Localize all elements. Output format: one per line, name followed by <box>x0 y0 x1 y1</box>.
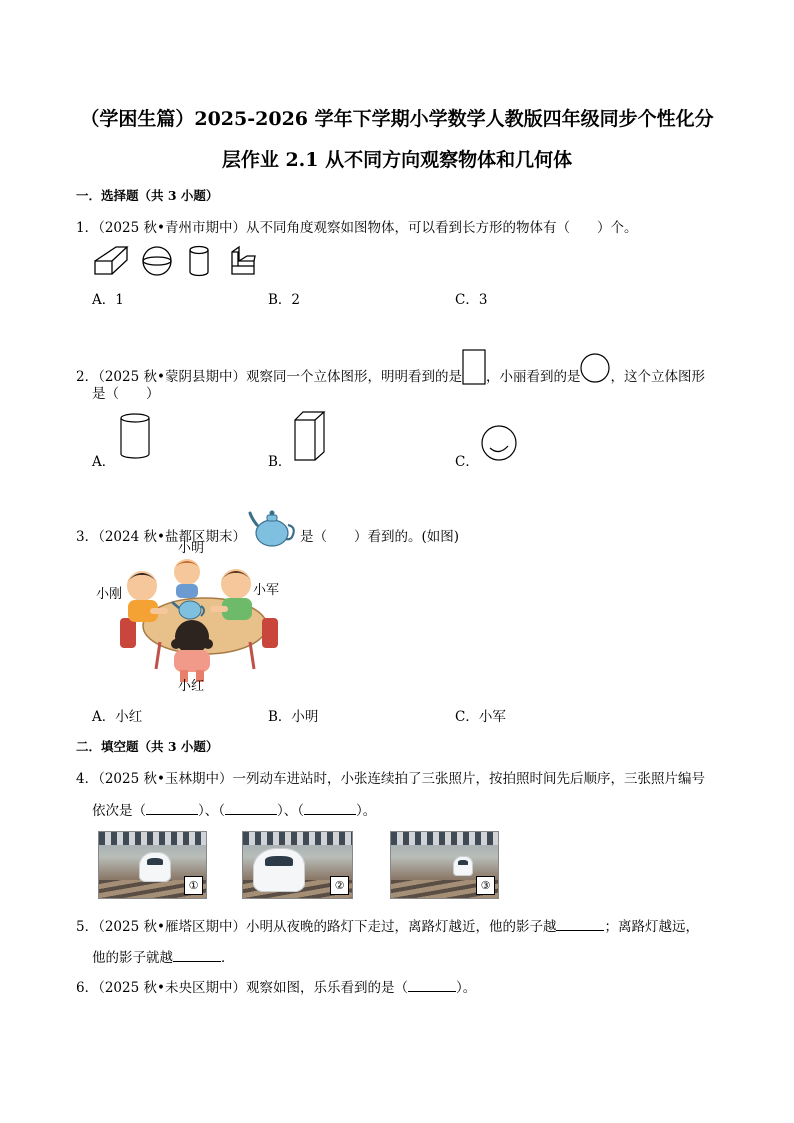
label-xiaohong: 小红 <box>178 679 205 694</box>
q5-blank-2[interactable] <box>173 949 221 962</box>
q4-text-line2 <box>92 799 376 819</box>
label-xiaoming: 小明 <box>178 541 205 556</box>
question-2-text <box>76 349 705 385</box>
q3-text-part1: 3．（2024 秋•盐都区期末） <box>76 529 246 545</box>
label-xiaojun: 小军 <box>253 583 280 598</box>
q4-blank-1[interactable] <box>146 802 198 815</box>
q6-text-part2: ）。 <box>455 980 477 996</box>
sphere-shape <box>143 247 171 275</box>
train-photo-2 <box>242 831 353 899</box>
page-title-line2: 层作业 2.1 从不同方向观察物体和几何体 <box>221 149 573 171</box>
q2-text-line2: 是（ ） <box>92 386 160 402</box>
q5-text-part1: 5．（2025 秋•雁塔区期中）小明从夜晚的路灯下走过，离路灯越近，他的影子越 <box>76 919 557 935</box>
page-title-line1: （学困生篇）2025-2026 学年下学期小学数学人教版四年级同步个性化分 <box>80 108 714 130</box>
q4-text-part1: 依次是（ <box>92 803 146 819</box>
q5-text-line2 <box>92 946 235 966</box>
q2-cylinder-figure <box>118 412 154 462</box>
train-photo-1 <box>98 831 207 899</box>
rectangle-view-icon <box>462 349 486 385</box>
q2-option-c: C． <box>455 454 479 470</box>
question-1-text: 1．（2025 秋•青州市期中）从不同角度观察如图物体，可以看到长方形的物体有（ ）个。 <box>76 220 638 236</box>
q2-option-b: B． <box>268 454 292 470</box>
chair-left-shape <box>120 618 136 648</box>
photo-label-3: ③ <box>476 876 495 895</box>
question-5-text <box>76 915 699 935</box>
q2-option-a: A． <box>92 454 116 470</box>
question-6-text <box>76 976 476 996</box>
child-top-xiaoming <box>174 559 200 598</box>
q4-text-part2: ）、（ <box>198 803 225 819</box>
circle-view-icon <box>580 353 610 383</box>
q3-option-b: B．小明 <box>268 709 319 725</box>
q3-option-c: C．小军 <box>455 709 506 725</box>
q2-text-part3: ，这个立体图形 <box>610 369 705 385</box>
q3-option-a: A．小红 <box>92 709 143 725</box>
q4-text-part3: ）、（ <box>277 803 304 819</box>
q2-sphere-figure <box>480 424 518 462</box>
q5-text-part4: ． <box>221 950 235 966</box>
l-shaped-solid-shape <box>232 247 255 274</box>
chair-right-shape <box>262 618 278 648</box>
cylinder-shape <box>190 247 208 276</box>
photo-label-1: ① <box>184 876 203 895</box>
q1-option-b: B．2 <box>268 292 301 308</box>
q2-text-part1: 2．（2025 秋•蒙阴县期中）观察同一个立体图形，明明看到的是 <box>76 369 462 385</box>
q2-cuboid-figure <box>292 410 328 462</box>
question-4-text: 4．（2025 秋•玉林期中）一列动车进站时，小张连续拍了三张照片，按拍照时间先后顺序，三张照片编号 <box>76 771 705 787</box>
q6-text-part1: 6．（2025 秋•未央区期中）观察如图，乐乐看到的是（ <box>76 980 408 996</box>
train-photo-3 <box>390 831 499 899</box>
section-heading-choice: 一．选择题（共 3 小题） <box>76 188 219 203</box>
q6-blank-1[interactable] <box>408 979 456 992</box>
photo-label-2: ② <box>330 876 349 895</box>
q3-text-part2: 是（ ）看到的。(如图) <box>299 529 459 545</box>
cuboid-shape <box>95 247 127 274</box>
q1-solids-figure <box>92 244 262 278</box>
q4-blank-2[interactable] <box>225 802 277 815</box>
q5-text-part2: ；离路灯越远， <box>604 919 699 935</box>
q2-text-part2: ，小丽看到的是 <box>485 369 581 385</box>
q4-text-part4: ）。 <box>356 803 377 819</box>
q3-children-table-figure <box>90 534 300 696</box>
q4-blank-3[interactable] <box>304 802 356 815</box>
q1-option-a: A．1 <box>92 292 124 308</box>
section-heading-fill: 二．填空题（共 3 小题） <box>76 739 219 754</box>
q1-option-c: C．3 <box>455 292 488 308</box>
q5-text-part3: 他的影子就越 <box>92 950 173 966</box>
q5-blank-1[interactable] <box>556 918 604 931</box>
label-xiaogang: 小刚 <box>96 587 123 602</box>
